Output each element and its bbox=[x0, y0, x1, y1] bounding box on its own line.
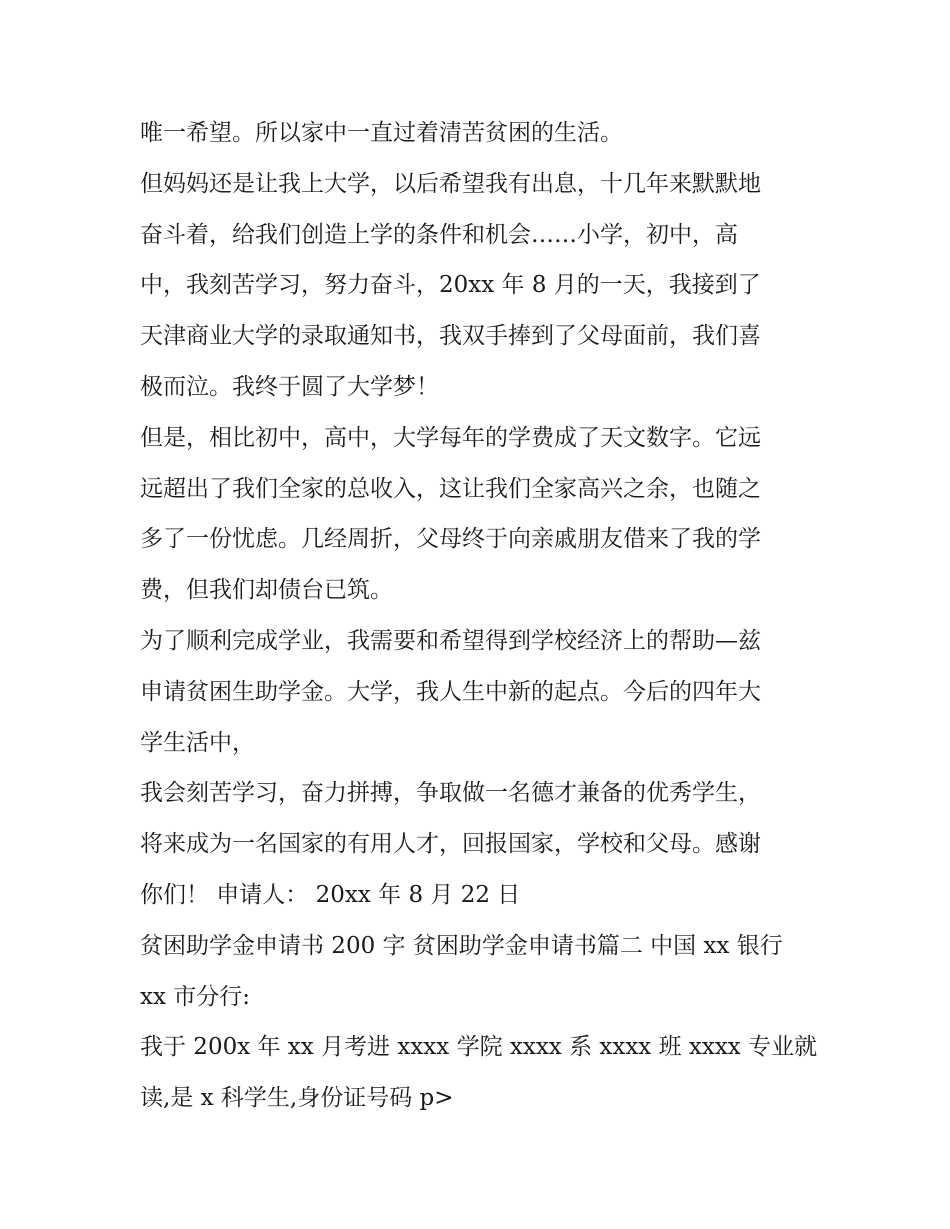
text-line: 奋斗着，给我们创造上学的条件和机会……小学，初中，高 bbox=[140, 221, 738, 248]
text-line: 为了顺利完成学业，我需要和希望得到学校经济上的帮助—兹 bbox=[140, 627, 761, 654]
text-line: 学生活中， bbox=[140, 729, 255, 756]
text-line: 但妈妈还是让我上大学，以后希望我有出息，十几年来默默地 bbox=[140, 170, 761, 197]
text-line: 贫困助学金申请书 200 字 贫困助学金申请书篇二 中国 xx 银行 bbox=[140, 932, 783, 959]
text-line: 但是，相比初中，高中，大学每年的学费成了天文数字。它远 bbox=[140, 424, 761, 451]
text-line: xx 市分行: bbox=[140, 983, 251, 1010]
text-line: 极而泣。我终于圆了大学梦！ bbox=[140, 373, 439, 400]
text-line: 唯一希望。所以家中一直过着清苦贫困的生活。 bbox=[140, 120, 623, 146]
text-line: 中，我刻苦学习，努力奋斗，20xx 年 8 月的一天，我接到了 bbox=[140, 272, 761, 299]
text-line: 将来成为一名国家的有用人才，回报国家，学校和父母。感谢 bbox=[140, 831, 761, 858]
text-line: 读,是 x 科学生,身份证号码 p> bbox=[140, 1085, 454, 1112]
document-body bbox=[140, 108, 830, 1124]
text-line: 费，但我们却债台已筑。 bbox=[140, 577, 393, 604]
text-line: 我于 200x 年 xx 月考进 xxxx 学院 xxxx 系 xxxx 班 xxxx 专业就 bbox=[140, 1034, 818, 1061]
text-line: 多了一份忧虑。几经周折，父母终于向亲戚朋友借来了我的学 bbox=[140, 526, 761, 553]
text-line: 天津商业大学的录取通知书，我双手捧到了父母面前，我们喜 bbox=[140, 323, 761, 350]
text-line: 我会刻苦学习，奋力拼搏，争取做一名德才兼备的优秀学生， bbox=[140, 780, 761, 807]
text-line: 申请贫困生助学金。大学，我人生中新的起点。今后的四年大 bbox=[140, 678, 761, 705]
text-line: 远超出了我们全家的总收入，这让我们全家高兴之余，也随之 bbox=[140, 475, 761, 502]
text-line: 你们！ 申请人： 20xx 年 8 月 22 日 bbox=[140, 881, 521, 908]
